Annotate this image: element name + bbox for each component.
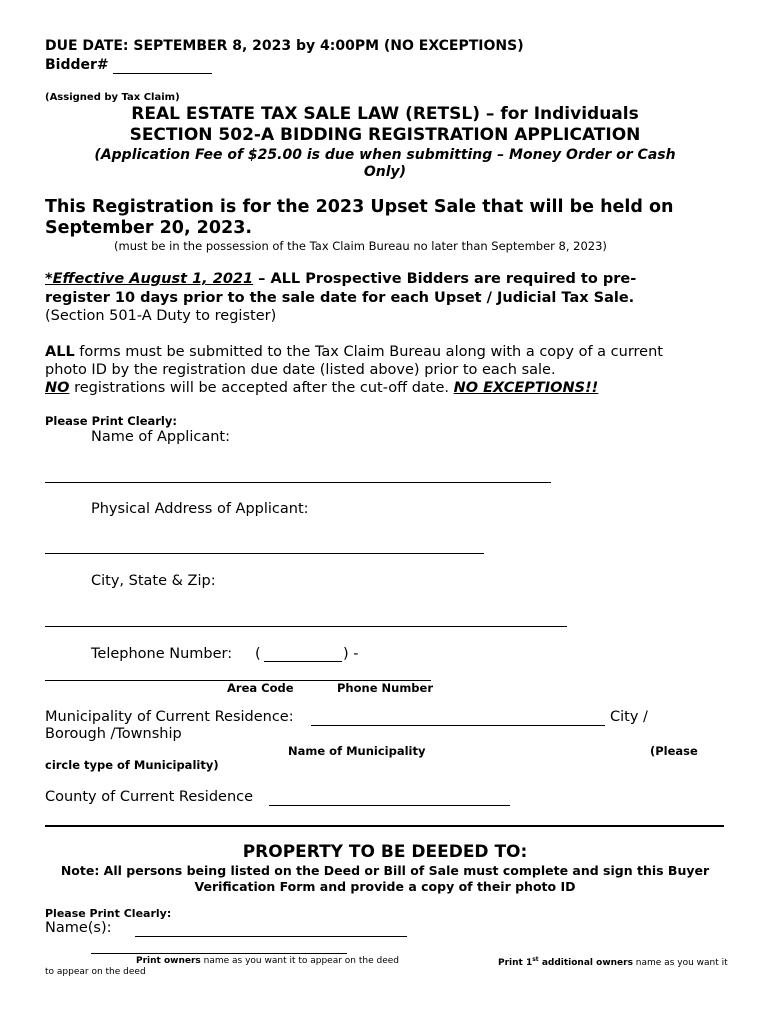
bidder-label: Bidder# (45, 57, 109, 73)
area-code-label: Area Code (227, 681, 294, 695)
property-heading: PROPERTY TO BE DEEDED TO: (242, 842, 528, 862)
to-appear-caption: to appear on the deed (45, 967, 146, 977)
registration-line1: This Registration is for the 2023 Upset Sale that will be held on (45, 197, 674, 217)
municipality-field[interactable] (311, 725, 605, 726)
property-note-line1: Note: All persons being listed on the Deed or Bill of Sale must complete and sign this Buyer (60, 863, 710, 878)
no-exceptions: NO EXCEPTIONS!! (453, 380, 599, 396)
forms-no: NO (45, 380, 70, 396)
fee-line2: Only) (363, 164, 407, 180)
physical-address-field[interactable] (45, 553, 484, 554)
borough-township: Borough /Township (45, 726, 182, 742)
phone-close-paren: ) - (343, 646, 359, 662)
names-field[interactable] (135, 936, 407, 937)
fee-line1: (Application Fee of $25.00 is due when submitting – Money Order or Cash (94, 147, 676, 163)
print-additional-caption (498, 956, 728, 968)
owner-name-field[interactable] (91, 953, 347, 954)
circle-type-label: circle type of Municipality) (45, 758, 219, 772)
property-note-line2: Verification Form and provide a copy of their photo ID (194, 879, 576, 894)
phone-open-paren: ( (255, 646, 261, 662)
due-date: DUE DATE: SEPTEMBER 8, 2023 by 4:00PM (NO EXCEPTIONS) (45, 38, 524, 54)
forms-line2: photo ID by the registration due date (listed above) prior to each sale. (45, 362, 556, 378)
city-state-zip-label: City, State & Zip: (91, 573, 216, 589)
print-additional-sup: st (532, 956, 539, 963)
phone-number-label: Phone Number (337, 681, 434, 695)
effective-rest: – ALL Prospective Bidders are required to pre- (253, 271, 637, 287)
forms-all: ALL (45, 344, 75, 360)
forms-line3 (45, 380, 598, 396)
telephone-label: Telephone Number: (91, 646, 233, 662)
forms-rest: forms must be submitted to the Tax Claim Bureau along with a copy of a current (74, 344, 663, 360)
assigned-note: (Assigned by Tax Claim) (45, 92, 180, 103)
city-state-zip-field[interactable] (45, 626, 567, 627)
please-label: (Please (650, 744, 698, 758)
bidder-number-field[interactable] (113, 73, 212, 74)
print-owners-rest: name as you want it to appear on the deed (200, 956, 400, 966)
print-additional-rest: name as you want it (632, 958, 728, 968)
please-print-clearly: Please Print Clearly: (45, 414, 177, 428)
title-line2: SECTION 502-A BIDDING REGISTRATION APPLICATION (129, 125, 641, 145)
registration-line2: September 20, 2023. (45, 218, 253, 238)
print-owners-bold: Print owners (136, 956, 201, 966)
section-divider (45, 825, 724, 827)
effective-line1 (45, 271, 636, 287)
city-word: City / (610, 709, 648, 725)
print-owners-caption (136, 956, 399, 966)
title-line1: REAL ESTATE TAX SALE LAW (RETSL) – for Individuals (131, 104, 639, 124)
bidder-number-label (45, 57, 109, 73)
print-additional-bold-pre: Print 1 (498, 958, 533, 968)
effective-line3: (Section 501-A Duty to register) (45, 308, 277, 324)
name-of-municipality-label: Name of Municipality (288, 744, 426, 758)
name-of-applicant-label: Name of Applicant: (91, 429, 230, 445)
area-code-field[interactable] (264, 661, 342, 662)
name-of-applicant-field[interactable] (45, 482, 551, 483)
forms-rest3: registrations will be accepted after the cut-off date. (69, 380, 454, 396)
county-field[interactable] (269, 805, 510, 806)
physical-address-label: Physical Address of Applicant: (91, 501, 309, 517)
names-label: Name(s): (45, 920, 112, 936)
print-additional-bold-post: additional owners (538, 958, 633, 968)
county-label: County of Current Residence (45, 789, 254, 805)
forms-line1 (45, 344, 663, 360)
registration-note: (must be in the possession of the Tax Claim Bureau no later than September 8, 2023) (114, 239, 607, 253)
municipality-label: Municipality of Current Residence: (45, 709, 294, 725)
property-please-print: Please Print Clearly: (45, 907, 172, 920)
effective-date: *Effective August 1, 2021 (45, 271, 254, 287)
effective-line2: register 10 days prior to the sale date for each Upset / Judicial Tax Sale. (45, 290, 635, 306)
